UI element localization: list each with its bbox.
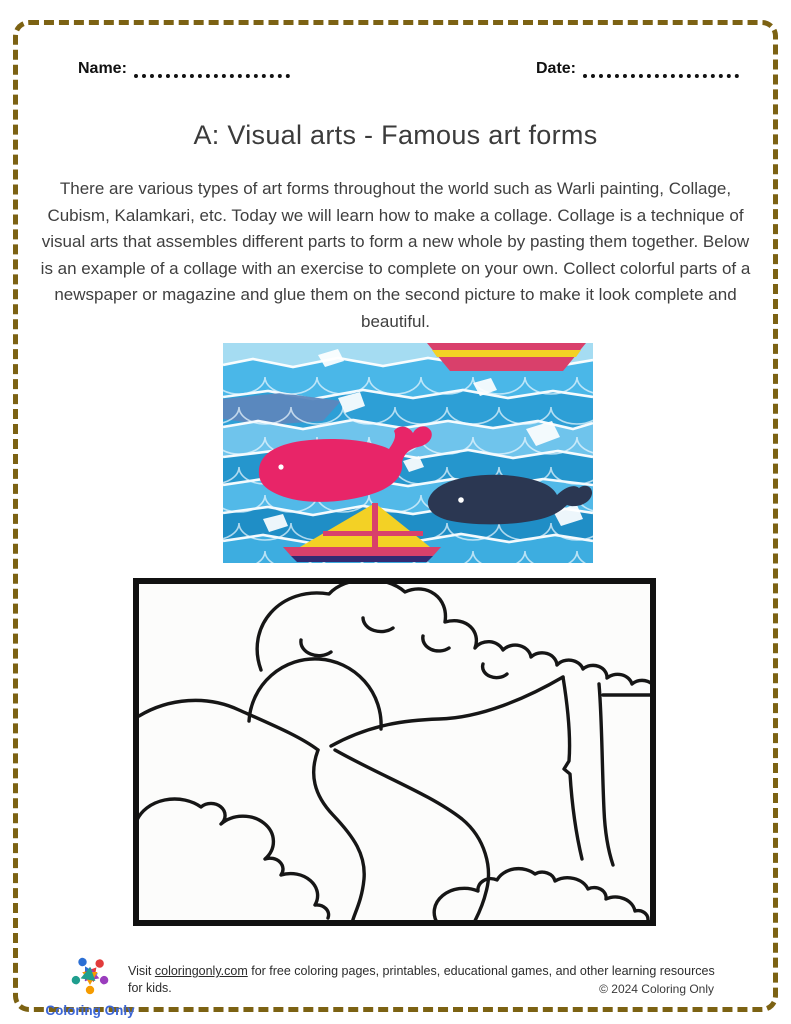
date-field [536, 60, 739, 78]
footer-note-prefix: Visit [128, 964, 155, 978]
coloringonly-link[interactable]: coloringonly.com [154, 964, 248, 978]
name-field [78, 60, 290, 78]
footer-note-suffix: for free coloring pages, printables, educational games, and other learning resources for kids. [128, 964, 715, 995]
page-title: A: Visual arts - Famous art forms [193, 120, 598, 150]
name-label: Name: [78, 60, 127, 77]
footer-note [128, 963, 728, 997]
collage-example-image [223, 343, 593, 563]
intro-paragraph: There are various types of art forms throughout the world such as Warli painting, Collage, Cubism, Kalamkari, etc. Today we will learn how to make a collage. Collage is a technique of visual arts that assembles different parts to form a new whole by pasting them together. Below is an example of a collage with an exercise to complete on your own. Collect colorful parts of a newspaper or magazine and glue them on the second picture to make it look complete and beautiful. [40, 179, 751, 331]
coloring-only-star-people-icon [61, 951, 119, 997]
copyright-text: © 2024 Coloring Only [599, 982, 714, 996]
coloring-landscape-art [133, 578, 656, 926]
name-dotted-line [134, 68, 290, 78]
coloring-only-logo [44, 951, 136, 1018]
logo-text: Coloring Only [45, 1003, 135, 1018]
date-label: Date: [536, 60, 577, 77]
date-dotted-line [583, 68, 739, 78]
collage-ocean-art [223, 343, 593, 563]
red-boat [427, 343, 586, 371]
coloring-outline-image [133, 578, 656, 926]
